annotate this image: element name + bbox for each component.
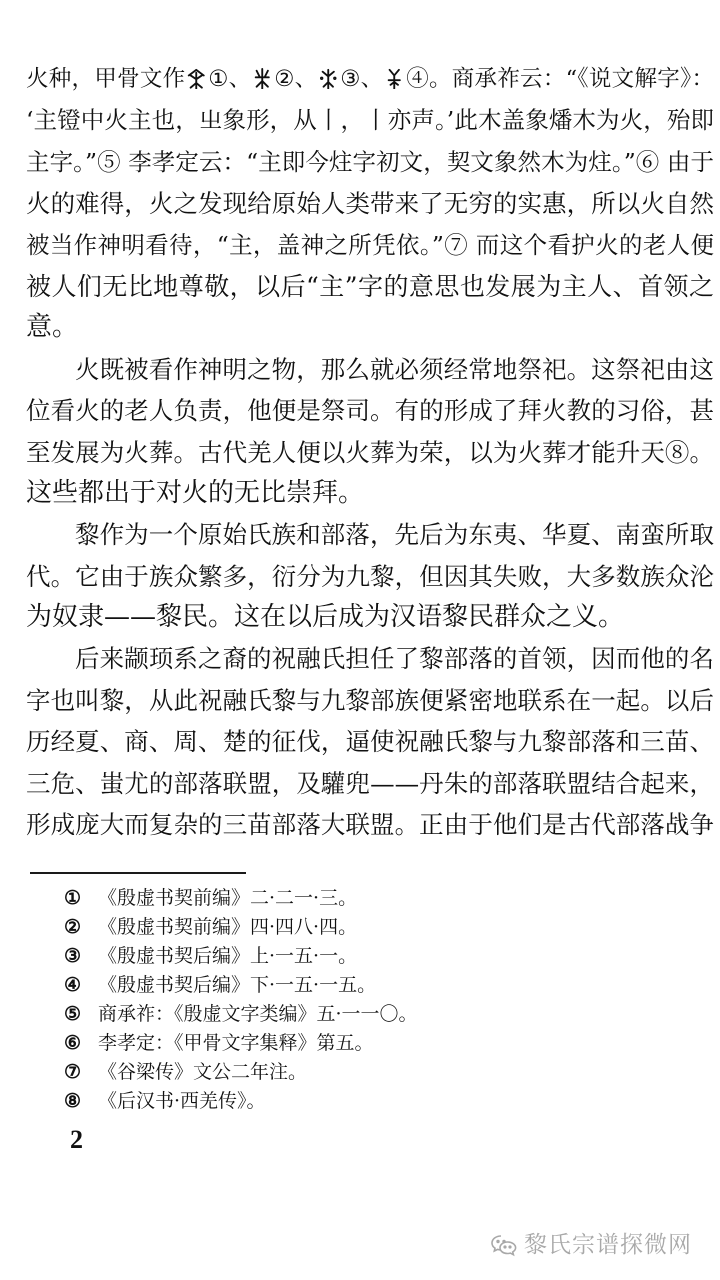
text-line: 为奴隶——黎民。这在以后成为汉语黎民群众之义。	[26, 602, 625, 633]
footnote-mark: ②	[64, 916, 82, 938]
text-line: 三危、蚩尤的部落联盟，及驩兜——丹朱的部落联盟结合起来，	[26, 768, 714, 798]
text-line: 被人们无比地尊敬，以后“主”字的意思也发展为主人、首领之	[26, 271, 714, 301]
text-line: 形成庞大而复杂的三苗部落大联盟。正由于他们是古代部落战争	[26, 810, 714, 840]
paragraph	[26, 349, 714, 515]
text-line	[26, 59, 714, 100]
footnote-text: 《后汉书·西羌传》。	[98, 1090, 266, 1112]
footnote-ref: ②、	[273, 66, 318, 92]
oracle-bone-glyph-icon	[251, 67, 274, 90]
footnote	[64, 1029, 624, 1058]
footnote-mark: ⑥	[64, 1032, 82, 1054]
text-line: 火的难得，火之发现给原始人类带来了无穷的实惠，所以火自然	[26, 189, 714, 219]
footnotes	[64, 884, 624, 1116]
text-line: ‘主镫中火主也，㞢象形，从丨，丨亦声。’此木盖象燔木为火，殆即	[26, 106, 714, 135]
footnote-text: 《谷梁传》文公二年注。	[98, 1061, 308, 1083]
footnote-divider	[30, 872, 246, 874]
text-line: 黎作为一个原始氏族和部落，先后为东夷、华夏、南蛮所取	[75, 520, 714, 550]
text-line: 代。它由于族众繁多，衍分为九黎，但因其失败，大多数族众沦	[26, 561, 714, 591]
text-segment: 火种，甲骨文作	[26, 66, 186, 92]
footnote-ref: ③、	[339, 66, 384, 92]
footnote-text: 《殷虚书契后编》下·一五·一五。	[98, 974, 377, 996]
text-line: 字也叫黎，从此祝融氏黎与九黎部族便紧密地联系在一起。以后	[26, 685, 714, 715]
paragraph	[26, 59, 714, 349]
watermark-text: 黎氏宗谱探微网	[524, 1232, 692, 1258]
footnote-mark: ⑧	[64, 1090, 82, 1112]
footnote-mark: ⑤	[64, 1003, 82, 1025]
wechat-icon	[490, 1233, 518, 1257]
text-line: 意。	[26, 312, 79, 343]
text-line: 被当作神明看待，“主，盖神之所凭依。”⑦ 而这个看护火的老人便	[26, 230, 714, 259]
paragraph	[26, 514, 714, 638]
text-line: 历经夏、商、周、楚的征伐，逼使祝融氏黎与九黎部落和三苗、	[26, 727, 714, 757]
text-line: 至发展为火葬。古代羌人便以火葬为荣，以为火葬才能升天⑧。	[26, 437, 714, 467]
watermark	[490, 1229, 692, 1261]
text-line: 位看火的老人负责，他便是祭司。有的形成了拜火教的习俗，甚	[26, 396, 714, 426]
oracle-bone-glyph-icon	[317, 67, 340, 90]
body-text	[26, 59, 714, 845]
footnote-text: 《殷虚书契前编》二·二一·三。	[98, 887, 358, 909]
footnote	[64, 971, 624, 1000]
text-line: 主字。”⑤ 李孝定云：“主即今炷字初文，契文象然木为炷。”⑥ 由于	[26, 147, 714, 176]
footnote-mark: ①	[64, 887, 82, 909]
footnote-mark: ⑦	[64, 1061, 82, 1083]
oracle-bone-glyph-icon	[185, 67, 208, 90]
page-number: 2	[70, 1125, 83, 1154]
footnote	[64, 913, 624, 942]
footnote-text: 商承祚：《殷虚文字类编》五·一一〇。	[98, 1003, 418, 1025]
footnote	[64, 884, 624, 913]
footnote-text: 《殷虚书契后编》上·一五·一。	[98, 945, 358, 967]
text-line: 火既被看作神明之物，那么就必须经常地祭祀。这祭祀由这	[75, 354, 714, 384]
oracle-bone-glyph-icon	[383, 67, 406, 90]
text-line: 后来颛顼系之裔的祝融氏担任了黎部落的首领，因而他的名	[75, 644, 714, 674]
text-segment: ④。商承祚云：“《说文解字》：	[405, 66, 714, 92]
footnote	[64, 1058, 624, 1087]
footnote-text: 李孝定：《甲骨文字集释》第五。	[98, 1032, 374, 1054]
footnote-mark: ③	[64, 945, 82, 967]
text-line: 这些都出于对火的无比崇拜。	[26, 477, 365, 508]
footnote-mark: ④	[64, 974, 82, 996]
footnote	[64, 942, 624, 971]
footnote	[64, 1087, 624, 1116]
footnote-text: 《殷虚书契前编》四·四八·四。	[98, 916, 358, 938]
paragraph	[26, 638, 714, 845]
footnote	[64, 1000, 624, 1029]
footnote-ref: ①、	[207, 66, 252, 92]
